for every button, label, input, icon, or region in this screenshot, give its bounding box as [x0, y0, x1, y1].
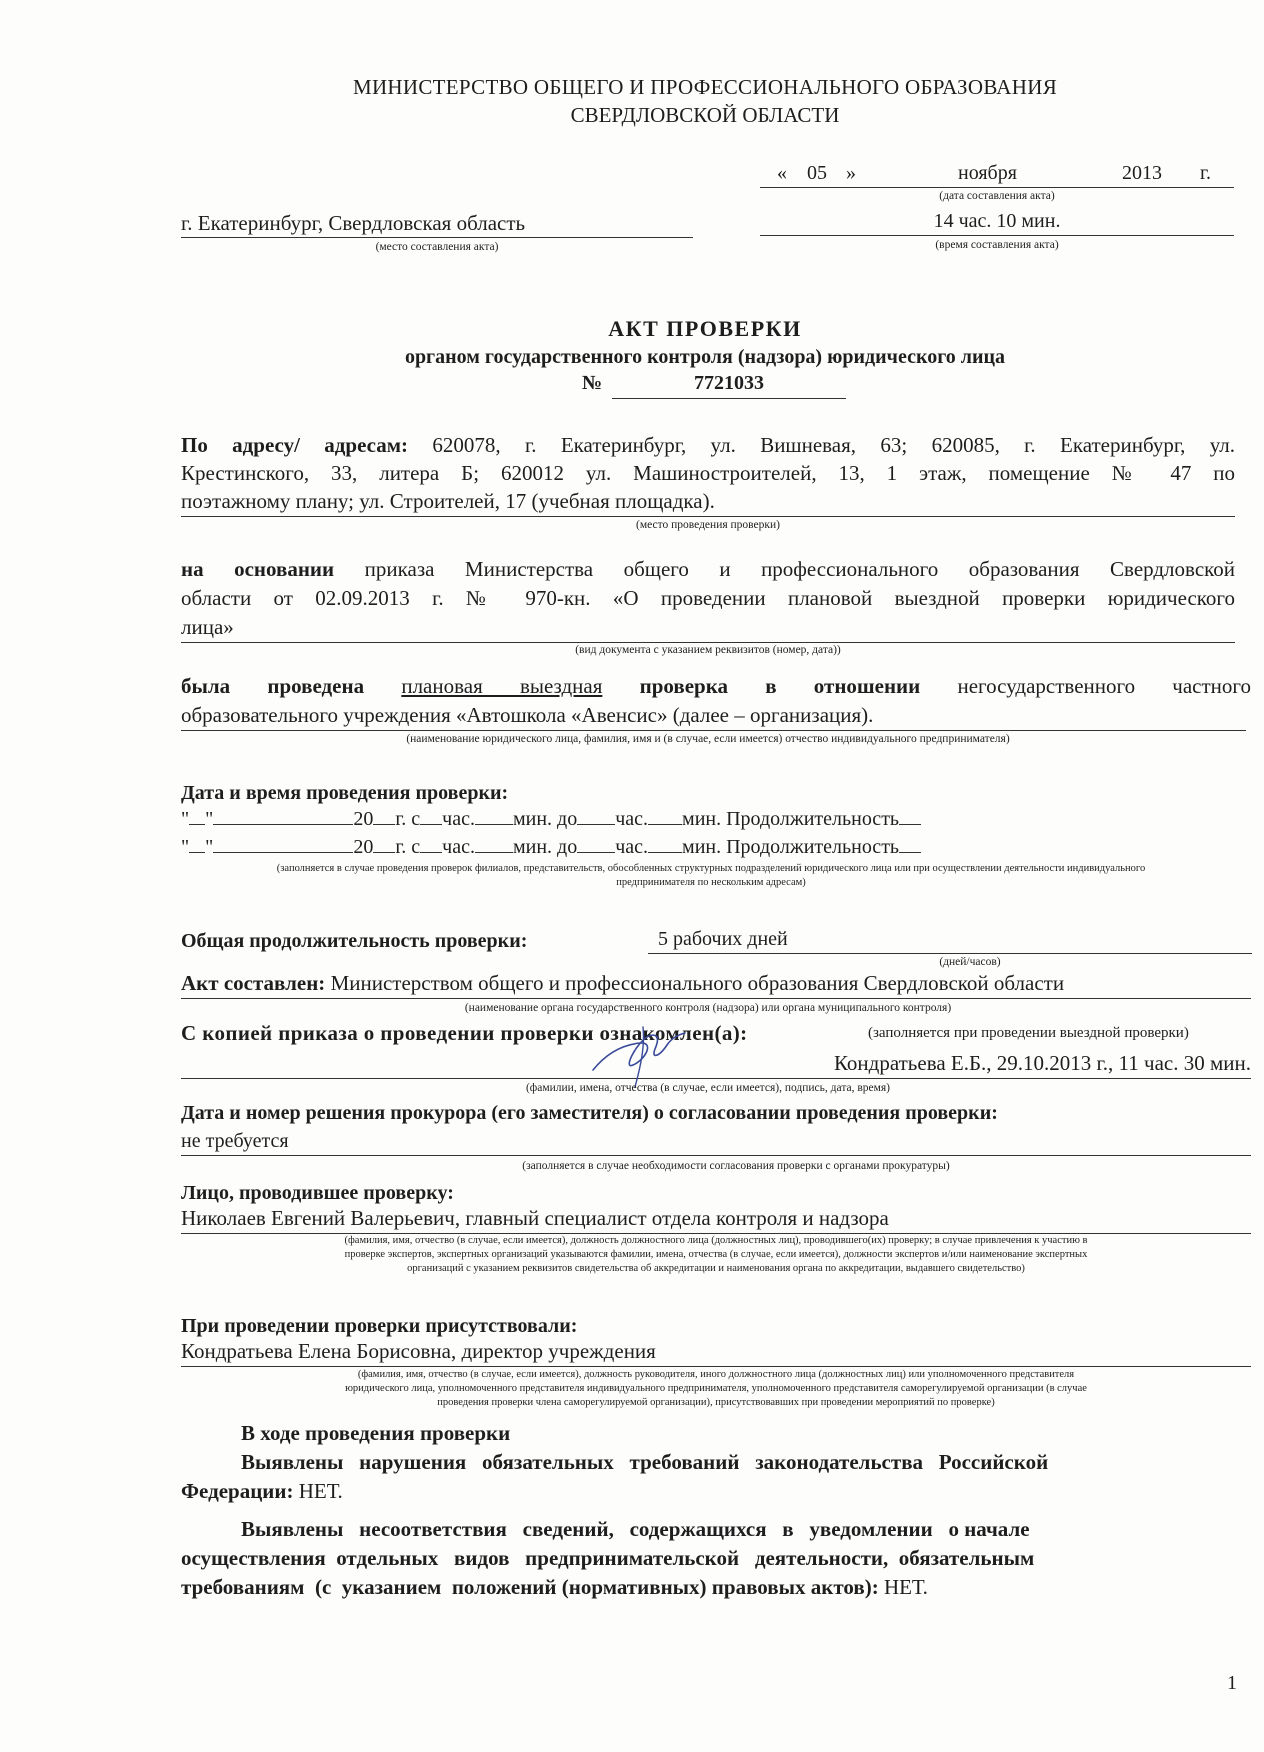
address-section	[181, 432, 1235, 517]
copy-field	[181, 1050, 1251, 1079]
datetime-label: Дата и время проведения проверки:	[181, 782, 509, 804]
blank-hour-from	[420, 834, 442, 853]
address-label: По адресу/ адресам:	[181, 433, 409, 457]
present-label: При проведении проверки присутствовали:	[181, 1315, 578, 1337]
datetime-from: г. с	[395, 836, 421, 858]
date-day: 05	[807, 162, 827, 184]
act-time-field	[760, 208, 1234, 236]
prosecutor-field	[181, 1128, 1251, 1156]
datetime-row-1	[181, 806, 921, 832]
blank-year	[373, 834, 395, 853]
datetime-quote-open: "	[181, 808, 190, 830]
act-place-caption: (место составления акта)	[375, 241, 499, 253]
act-number-label: №	[582, 372, 603, 394]
blank-min-from	[475, 834, 513, 853]
datetime-hour: час.	[442, 836, 475, 858]
blank-hour-to	[577, 834, 615, 853]
datetime-duration: мин. Продолжительность	[682, 836, 900, 858]
date-month: ноября	[958, 162, 1017, 184]
duration-field	[648, 926, 1252, 954]
ministry-name-line1: МИНИСТЕРСТВО ОБЩЕГО И ПРОФЕССИОНАЛЬНОГО ОБРАЗОВАНИЯ	[352, 75, 1058, 99]
prosecutor-label: Дата и номер решения прокурора (его заместителя) о согласовании проведения проверки:	[181, 1102, 998, 1124]
prosecutor-value: не требуется	[181, 1130, 289, 1152]
datetime-duration: мин. Продолжительность	[682, 808, 900, 830]
copy-value: Кондратьева Е.Б., 29.10.2013 г., 11 час. 30 мин.	[833, 1051, 1251, 1075]
conducted-line1-rest: негосударственного частного	[957, 674, 1252, 698]
basis-section	[181, 556, 1235, 643]
act-time-caption: (время составления акта)	[935, 239, 1059, 251]
duration-caption: (дней/часов)	[939, 956, 1001, 968]
present-caption-2: юридического лица, уполномоченного представителя индивидуального предпринимателя, уполномоченного представителя саморегулируемой организации (в случае	[345, 1383, 1087, 1394]
date-year: 2013	[1122, 162, 1162, 184]
blank-min-to	[648, 834, 682, 853]
page-number: 1	[1227, 1672, 1237, 1694]
present-caption-3: проведения проверки члена саморегулируемой организации), присутствовавших при проведении мероприятий по проверке)	[437, 1397, 995, 1408]
violations-label: Федерации:	[181, 1479, 294, 1503]
present-field	[181, 1338, 1251, 1367]
present-value: Кондратьева Елена Борисовна, директор учреждения	[181, 1339, 656, 1363]
conducted-label1: была проведена	[181, 674, 365, 698]
address-caption: (место проведения проверки)	[636, 519, 780, 531]
mismatch-label: требованиям (с указанием положений (нормативных) правовых актов):	[181, 1575, 879, 1599]
present-caption-1: (фамилия, имя, отчество (в случае, если имеется), должность руководителя, иного должностного лица (должностных лиц) или уполномоченного представителя	[357, 1369, 1075, 1380]
copy-note: (заполняется при проведении выездной проверки)	[868, 1025, 1189, 1041]
blank-duration	[899, 834, 921, 853]
compiled-value: Министерством общего и профессионального образования Свердловской области	[330, 971, 1065, 995]
prosecutor-caption: (заполняется в случае необходимости согласования проверки с органами прокуратуры)	[522, 1160, 950, 1172]
date-close-quote: »	[846, 162, 856, 184]
basis-line3: лица»	[181, 614, 1235, 643]
ministry-name-line2: СВЕРДЛОВСКОЙ ОБЛАСТИ	[570, 103, 840, 127]
basis-line2: области от 02.09.2013 г. № 970-кн. «О проведении плановой выездной проверки юридического	[181, 586, 1235, 610]
blank-day	[189, 834, 205, 853]
mismatch-line3	[181, 1574, 928, 1600]
page-subtitle: органом государственного контроля (надзора) юридического лица	[404, 346, 1006, 368]
compiled-label: Акт составлен:	[181, 971, 326, 995]
blank-month	[213, 806, 353, 825]
act-place-value: г. Екатеринбург, Свердловская область	[181, 211, 526, 235]
datetime-century: 20	[353, 836, 374, 858]
duration-label: Общая продолжительность проверки:	[181, 930, 528, 952]
conducted-line2: образовательного учреждения «Автошкола «Авенсис» (далее – организация).	[181, 702, 1246, 731]
compiled-caption: (наименование органа государственного контроля (надзора) или органа муниципального контроля)	[464, 1002, 952, 1014]
inspector-label: Лицо, проводившее проверку:	[181, 1182, 454, 1204]
act-number: 7721033	[612, 372, 846, 399]
act-date-field	[760, 160, 1234, 188]
address-line3: поэтажному плану; ул. Строителей, 17 (учебная площадка).	[181, 488, 1235, 517]
datetime-century: 20	[353, 808, 374, 830]
inspector-caption-1: (фамилия, имя, отчество (в случае, если имеется), должность должностного лица (должностных лиц), проводившего(их) проверку; в случае привлечения к участию в	[344, 1235, 1088, 1246]
mismatch-answer: НЕТ.	[883, 1575, 928, 1599]
datetime-hour-2: час.	[615, 836, 649, 858]
inspector-caption-3: организаций с указанием реквизитов свидетельства об аккредитации и наименования органа по аккредитации, выдавшего свидетельство)	[407, 1263, 1025, 1274]
act-place-field	[181, 210, 693, 238]
blank-year	[373, 806, 395, 825]
datetime-to: мин. до	[512, 808, 578, 830]
act-time-value: 14 час. 10 мин.	[933, 210, 1061, 232]
date-year-suffix: г.	[1200, 162, 1211, 184]
datetime-to: мин. до	[512, 836, 578, 858]
datetime-row-2	[181, 834, 921, 860]
compiled-field	[181, 970, 1251, 999]
basis-caption: (вид документа с указанием реквизитов (номер, дата))	[575, 644, 841, 656]
mismatch-line1: Выявлены несоответствия сведений, содержащихся в уведомлении о начале	[241, 1517, 1030, 1541]
datetime-quote-close: "	[205, 808, 214, 830]
violations-line2	[181, 1478, 343, 1504]
copy-label: С копией приказа о проведении проверки ознакомлен(а):	[181, 1021, 748, 1045]
basis-line1: приказа Министерства общего и профессионального образования Свердловской	[364, 557, 1236, 581]
conducted-section	[181, 673, 1251, 731]
conducted-caption: (наименование юридического лица, фамилия, имя и (в случае, если имеется) отчество индивидуального предпринимателя)	[406, 733, 1010, 745]
conducted-label2: проверка в отношении	[639, 674, 921, 698]
datetime-hour: час.	[442, 808, 475, 830]
duration-value: 5 рабочих дней	[658, 928, 788, 950]
datetime-from: г. с	[395, 808, 421, 830]
datetime-hour-2: час.	[615, 808, 649, 830]
findings-intro: В ходе проведения проверки	[241, 1421, 511, 1445]
datetime-caption-1: (заполняется в случае проведения проверок филиалов, представительств, обособленных структурных подразделений юридического лица или при осуществлении деятельности индивидуального	[276, 863, 1146, 874]
blank-hour-from	[420, 806, 442, 825]
violations-line1: Выявлены нарушения обязательных требований законодательства Российской	[241, 1450, 1049, 1474]
blank-month	[213, 834, 353, 853]
mismatch-line2: осуществления отдельных видов предпринимательской деятельности, обязательным	[181, 1546, 1035, 1570]
blank-day	[189, 806, 205, 825]
datetime-quote-open: "	[181, 836, 190, 858]
inspector-value: Николаев Евгений Валерьевич, главный специалист отдела контроля и надзора	[181, 1206, 889, 1230]
basis-label: на основании	[181, 557, 335, 581]
copy-caption: (фамилии, имена, отчества (в случае, если имеется), подпись, дата, время)	[525, 1082, 891, 1094]
blank-min-from	[475, 806, 513, 825]
datetime-quote-close: "	[205, 836, 214, 858]
violations-answer: НЕТ.	[298, 1479, 343, 1503]
inspector-field	[181, 1205, 1251, 1234]
address-line2: Крестинского, 33, литера Б; 620012 ул. Машиностроителей, 13, 1 этаж, помещение № 47 по	[181, 461, 1235, 485]
blank-hour-to	[577, 806, 615, 825]
inspector-caption-2: проверке экспертов, экспертных организаций указываются фамилии, имена, отчества (в случае, если имеется), должности экспертов и/или наименование экспертных	[344, 1249, 1088, 1260]
act-date-caption: (дата составления акта)	[939, 190, 1055, 202]
inspection-type: плановая выездная	[401, 674, 603, 698]
blank-min-to	[648, 806, 682, 825]
address-line1: 620078, г. Екатеринбург, ул. Вишневая, 63; 620085, г. Екатеринбург, ул.	[432, 433, 1236, 457]
blank-duration	[899, 806, 921, 825]
datetime-caption-2: предпринимателя по нескольким адресам)	[616, 877, 806, 888]
page-title: АКТ ПРОВЕРКИ	[608, 316, 802, 341]
date-open-quote: «	[777, 162, 787, 184]
